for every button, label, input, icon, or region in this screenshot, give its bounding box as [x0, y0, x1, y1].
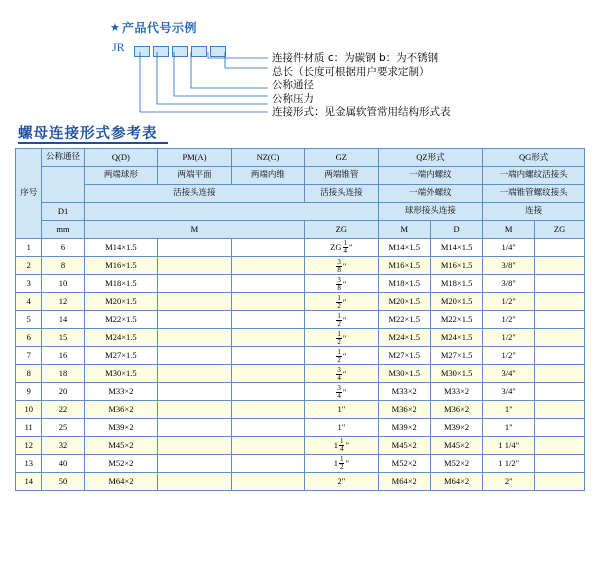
cell-nz: [231, 239, 304, 257]
cell-qz-d: M16×1.5: [430, 257, 482, 275]
cell-nz: [231, 455, 304, 473]
header-code-gz: GZ: [305, 149, 378, 167]
spec-table: [15, 148, 585, 491]
cell-qz-d: M45×2: [430, 437, 482, 455]
table-header-row: [16, 149, 585, 167]
table-row: [16, 257, 585, 275]
cell-pm: [158, 455, 231, 473]
cell-pm: [158, 329, 231, 347]
cell-pm: [158, 419, 231, 437]
cell-qz-d: M52×2: [430, 455, 482, 473]
cell-qz-d: M27×1.5: [430, 347, 482, 365]
cell-dn: 50: [42, 473, 84, 491]
cell-gz: 1 $\frac{1}{2}$ ": [305, 455, 378, 473]
cell-seq: 12: [16, 437, 42, 455]
cell-gz: ZG $\frac{1}{4}$ ": [305, 239, 378, 257]
legend-item: 连接件材质 c：为碳钢 b：为不锈钢: [272, 52, 439, 64]
header-r2-pm: 两端平面: [158, 167, 231, 185]
table-row: [16, 473, 585, 491]
cell-seq: 6: [16, 329, 42, 347]
header-r3-mid: 活接头连接: [305, 185, 378, 203]
cell-nz: [231, 383, 304, 401]
cell-qg-zg: [535, 473, 585, 491]
cell-qd: M45×2: [84, 437, 158, 455]
cell-dn: 12: [42, 293, 84, 311]
header-r3-left: 活接头连接: [84, 185, 305, 203]
cell-nz: [231, 401, 304, 419]
table-row: [16, 329, 585, 347]
cell-qz-m: M45×2: [378, 437, 430, 455]
cell-qg-zg: [535, 383, 585, 401]
table-row: [16, 455, 585, 473]
cell-qg-m: 3/8": [483, 275, 535, 293]
cell-nz: [231, 311, 304, 329]
cell-dn: 18: [42, 365, 84, 383]
cell-seq: 7: [16, 347, 42, 365]
cell-qg-m: 1": [483, 401, 535, 419]
cell-qd: M20×1.5: [84, 293, 158, 311]
cell-pm: [158, 293, 231, 311]
cell-qz-m: M39×2: [378, 419, 430, 437]
cell-qd: M16×1.5: [84, 257, 158, 275]
cell-dn: 32: [42, 437, 84, 455]
header-r5-qz-m: M: [378, 221, 430, 239]
legend-item: 公称通径: [272, 79, 314, 91]
cell-pm: [158, 365, 231, 383]
legend-item: 连接形式：见金属软管常用结构形式表: [272, 106, 451, 118]
cell-qz-m: M16×1.5: [378, 257, 430, 275]
star-icon: ★: [110, 21, 120, 34]
legend-title: 产品代号示例: [122, 21, 198, 35]
cell-qg-zg: [535, 275, 585, 293]
legend-list: [272, 52, 451, 120]
header-dn: 公称通径: [42, 149, 84, 167]
header-r2-qg: 一端内螺纹活接头: [483, 167, 585, 185]
cell-qg-m: 3/4": [483, 365, 535, 383]
header-r2-qz: 一端内螺纹: [378, 167, 483, 185]
cell-dn: 15: [42, 329, 84, 347]
cell-qz-d: M20×1.5: [430, 293, 482, 311]
cell-qz-m: M64×2: [378, 473, 430, 491]
table-row: [16, 365, 585, 383]
cell-qd: M64×2: [84, 473, 158, 491]
cell-qz-d: M18×1.5: [430, 275, 482, 293]
cell-qd: M22×1.5: [84, 311, 158, 329]
cell-qd: M36×2: [84, 401, 158, 419]
cell-seq: 5: [16, 311, 42, 329]
header-code-qz: QZ形式: [378, 149, 483, 167]
header-r5-qg-m: M: [483, 221, 535, 239]
cell-qg-m: 1": [483, 419, 535, 437]
cell-seq: 13: [16, 455, 42, 473]
cell-gz: $\frac{1}{2}$ ": [305, 311, 378, 329]
table-row: [16, 437, 585, 455]
header-r3-qg: 一端锥管螺纹接头: [483, 185, 585, 203]
cell-qg-m: 1 1/4": [483, 437, 535, 455]
table-row: [16, 275, 585, 293]
cell-qg-zg: [535, 293, 585, 311]
table-row: [16, 419, 585, 437]
cell-nz: [231, 437, 304, 455]
cell-dn: 10: [42, 275, 84, 293]
title-underline: [18, 142, 168, 144]
header-code-qd: Q(D): [84, 149, 158, 167]
cell-nz: [231, 275, 304, 293]
cell-qd: M18×1.5: [84, 275, 158, 293]
cell-seq: 11: [16, 419, 42, 437]
header-r5-m: M: [84, 221, 305, 239]
cell-dn: 14: [42, 311, 84, 329]
cell-dn: 6: [42, 239, 84, 257]
code-prefix: JR: [112, 40, 125, 54]
cell-qg-m: 1/2": [483, 329, 535, 347]
cell-qz-d: M22×1.5: [430, 311, 482, 329]
cell-qz-m: M36×2: [378, 401, 430, 419]
cell-qz-d: M30×1.5: [430, 365, 482, 383]
header-r5-zg: ZG: [305, 221, 378, 239]
cell-pm: [158, 311, 231, 329]
table-header-row: [16, 221, 585, 239]
table-row: [16, 347, 585, 365]
cell-qz-m: M22×1.5: [378, 311, 430, 329]
table-body: [16, 239, 585, 491]
cell-qg-zg: [535, 329, 585, 347]
cell-nz: [231, 257, 304, 275]
header-r5-qg-zg: ZG: [535, 221, 585, 239]
header-r3-qz: 一端外螺纹: [378, 185, 483, 203]
cell-nz: [231, 473, 304, 491]
header-r4-qg: 连接: [483, 203, 585, 221]
table-row: [16, 311, 585, 329]
cell-nz: [231, 293, 304, 311]
cell-qd: M39×2: [84, 419, 158, 437]
cell-dn: 40: [42, 455, 84, 473]
cell-gz: 2": [305, 473, 378, 491]
header-r4-blank: [84, 203, 378, 221]
header-r2-nz: 两端内维: [231, 167, 304, 185]
cell-qg-m: 3/4": [483, 383, 535, 401]
cell-qg-m: 2": [483, 473, 535, 491]
cell-qz-m: M27×1.5: [378, 347, 430, 365]
cell-seq: 10: [16, 401, 42, 419]
cell-pm: [158, 437, 231, 455]
cell-gz: $\frac{3}{4}$ ": [305, 383, 378, 401]
cell-seq: 14: [16, 473, 42, 491]
table-row: [16, 293, 585, 311]
cell-qz-d: M39×2: [430, 419, 482, 437]
cell-qg-zg: [535, 419, 585, 437]
cell-qg-zg: [535, 437, 585, 455]
legend-item: 公称压力: [272, 92, 314, 105]
cell-dn: 16: [42, 347, 84, 365]
cell-qz-m: M24×1.5: [378, 329, 430, 347]
cell-qz-d: M14×1.5: [430, 239, 482, 257]
table-row: [16, 383, 585, 401]
cell-qg-m: 1/2": [483, 293, 535, 311]
cell-pm: [158, 383, 231, 401]
header-code-pm: PM(A): [158, 149, 231, 167]
cell-gz: $\frac{1}{2}$ ": [305, 347, 378, 365]
cell-qz-m: M18×1.5: [378, 275, 430, 293]
legend-item: 总长（长度可根据用户要求定制）: [272, 65, 430, 78]
table-row: [16, 239, 585, 257]
cell-seq: 2: [16, 257, 42, 275]
cell-qg-zg: [535, 257, 585, 275]
cell-dn: 20: [42, 383, 84, 401]
cell-seq: 8: [16, 365, 42, 383]
cell-gz: $\frac{3}{8}$ ": [305, 257, 378, 275]
cell-nz: [231, 347, 304, 365]
cell-qz-d: M64×2: [430, 473, 482, 491]
cell-gz: $\frac{1}{2}$ ": [305, 293, 378, 311]
cell-nz: [231, 329, 304, 347]
cell-seq: 4: [16, 293, 42, 311]
cell-seq: 9: [16, 383, 42, 401]
cell-pm: [158, 239, 231, 257]
table-header-row: [16, 203, 585, 221]
cell-qg-zg: [535, 347, 585, 365]
cell-nz: [231, 365, 304, 383]
cell-gz: 1 $\frac{1}{4}$ ": [305, 437, 378, 455]
header-r5-qz-d: D: [430, 221, 482, 239]
header-code-nz: NZ(C): [231, 149, 304, 167]
cell-qz-d: M36×2: [430, 401, 482, 419]
cell-nz: [231, 419, 304, 437]
cell-qz-d: M33×2: [430, 383, 482, 401]
cell-gz: $\frac{3}{4}$ ": [305, 365, 378, 383]
cell-qd: M14×1.5: [84, 239, 158, 257]
cell-qg-m: 1/2": [483, 347, 535, 365]
cell-dn: 8: [42, 257, 84, 275]
cell-qg-m: 3/8": [483, 257, 535, 275]
cell-qg-zg: [535, 455, 585, 473]
cell-qg-zg: [535, 311, 585, 329]
cell-qg-m: 1/4": [483, 239, 535, 257]
header-dn-blank: [42, 167, 84, 203]
cell-gz: 1": [305, 401, 378, 419]
cell-qg-zg: [535, 401, 585, 419]
table-row: [16, 401, 585, 419]
cell-qd: M27×1.5: [84, 347, 158, 365]
cell-qd: M33×2: [84, 383, 158, 401]
cell-qz-m: M52×2: [378, 455, 430, 473]
cell-qz-m: M30×1.5: [378, 365, 430, 383]
page-title: 螺母连接形式参考表: [18, 126, 158, 142]
header-r4-qz: 球形接头连接: [378, 203, 483, 221]
cell-pm: [158, 275, 231, 293]
cell-seq: 1: [16, 239, 42, 257]
header-r2-gz: 两端锥管: [305, 167, 378, 185]
cell-dn: 25: [42, 419, 84, 437]
cell-qd: M52×2: [84, 455, 158, 473]
cell-dn: 22: [42, 401, 84, 419]
cell-qz-m: M14×1.5: [378, 239, 430, 257]
cell-pm: [158, 257, 231, 275]
cell-qd: M30×1.5: [84, 365, 158, 383]
table-header-row: [16, 185, 585, 203]
cell-pm: [158, 401, 231, 419]
header-r2-qd: 两端球形: [84, 167, 158, 185]
header-code-qg: QG形式: [483, 149, 585, 167]
cell-qd: M24×1.5: [84, 329, 158, 347]
cell-qg-zg: [535, 365, 585, 383]
table-header-row: [16, 167, 585, 185]
cell-qg-zg: [535, 239, 585, 257]
header-seq: 序号: [16, 149, 42, 239]
cell-qg-m: 1 1/2": [483, 455, 535, 473]
product-code-legend: [0, 0, 600, 120]
cell-pm: [158, 347, 231, 365]
cell-gz: $\frac{1}{2}$ ": [305, 329, 378, 347]
header-d1: D1: [42, 203, 84, 221]
cell-qg-m: 1/2": [483, 311, 535, 329]
cell-pm: [158, 473, 231, 491]
cell-gz: $\frac{3}{8}$ ": [305, 275, 378, 293]
cell-qz-m: M33×2: [378, 383, 430, 401]
header-unit: mm: [42, 221, 84, 239]
cell-seq: 3: [16, 275, 42, 293]
cell-gz: 1": [305, 419, 378, 437]
cell-qz-d: M24×1.5: [430, 329, 482, 347]
cell-qz-m: M20×1.5: [378, 293, 430, 311]
